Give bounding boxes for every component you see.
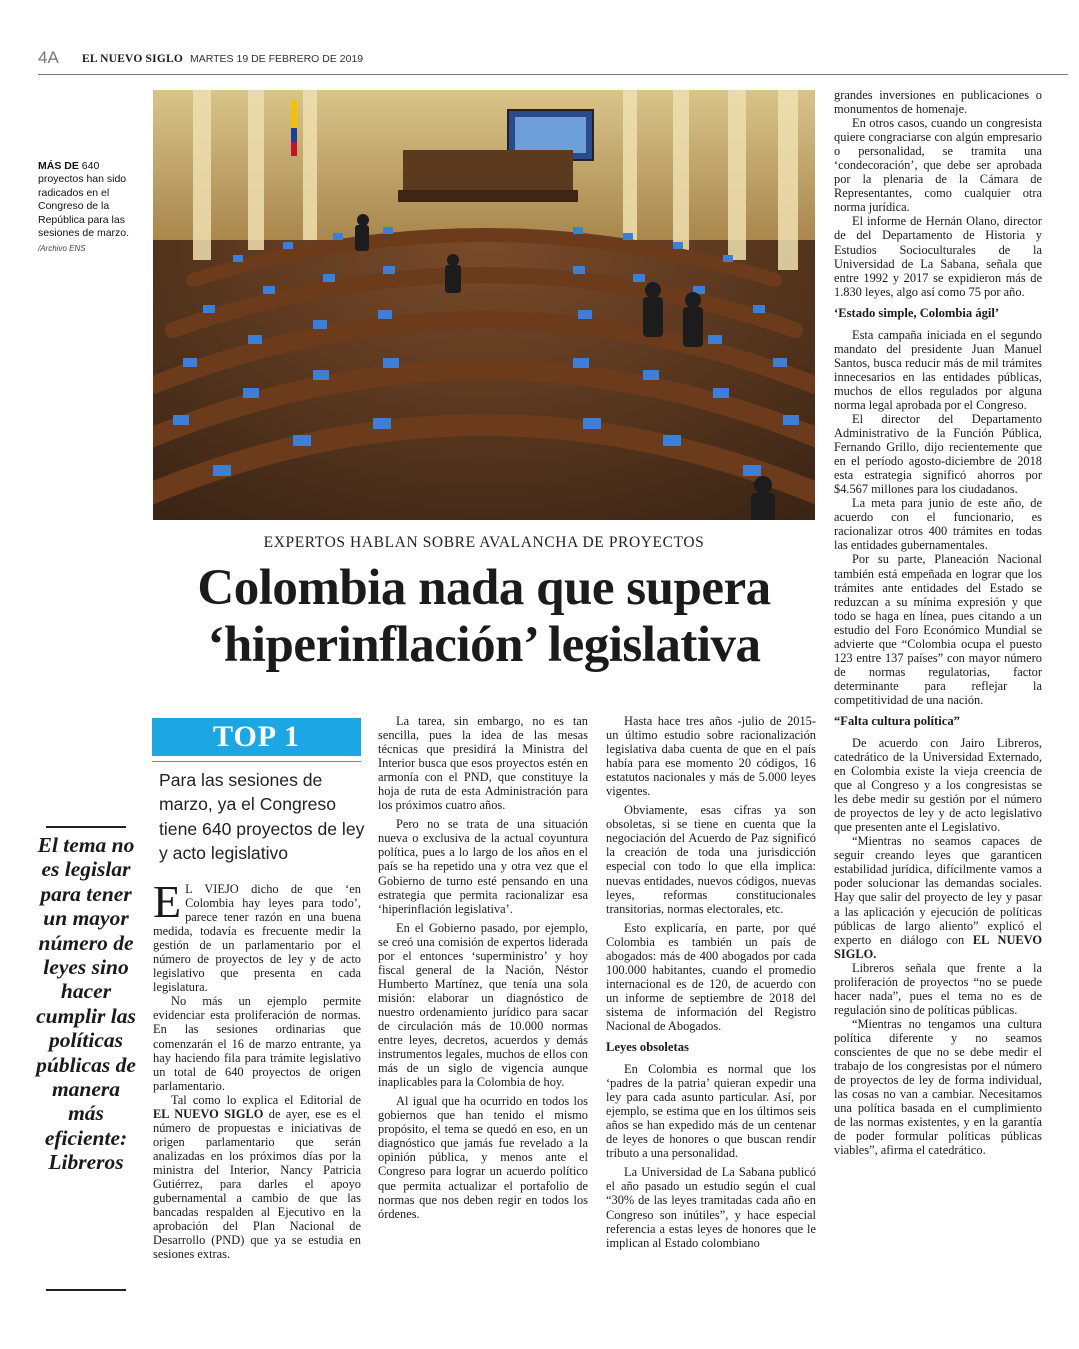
top-badge-rule bbox=[152, 761, 361, 762]
paragraph: En Colombia es normal que los ‘padres de la patria’ quieran expedir una ley para cada asunto particular. Así, por ejemplo, se estima que en los últimos seis años se han expedido más de un centenar de leyes de honores o que buscan rendir tributo a una personalidad. bbox=[606, 1062, 816, 1161]
caption-lead: MÁS DE bbox=[38, 160, 79, 172]
paragraph: En otros casos, cuando un congresista quiere congraciarse con algún empresario o personalidad, se tramita una ‘condecoración’, que debe ser aprobada por la plenaria de la Cámara de Representantes, como cualquier otra norma jurídica. bbox=[834, 116, 1042, 215]
congress-chamber-photo bbox=[153, 90, 815, 520]
headline-line-1: Colombia nada que supera bbox=[197, 560, 771, 616]
paragraph: Esta campaña iniciada en el segundo mandato del presidente Juan Manuel Santos, busca reducir más de mil trámites innecesarios en las entidades públicas, muchos de ellos regulados por alguna norma legal aprobada por el Congreso. bbox=[834, 327, 1042, 412]
top-badge: TOP 1 bbox=[152, 718, 361, 756]
paragraph: En el Gobierno pasado, por ejemplo, se creó una comisión de expertos liderada por el entonces ‘superministro’ y hoy fiscal general de la Nación, Néstor Humberto Martínez, que tenía una sola misión: elaborar un diagnóstico de nuestro ordenamiento jurídico para sacar de circulación más de 10.000 normas entre leyes, decretos, acuerdos y demás instrumentos legales, muchos de ellos con más de un siglo de vigencia aunque inaplicables para la Colombia de hoy. bbox=[378, 920, 588, 1090]
publication-date: MARTES 19 DE FEBRERO DE 2019 bbox=[190, 53, 364, 65]
photo-credit: /Archivo ENS bbox=[38, 244, 86, 254]
paragraph: grandes inversiones en publicaciones o monumentos de homenaje. bbox=[834, 88, 1042, 117]
paragraph bbox=[153, 876, 361, 995]
publication-name: EL NUEVO SIGLO bbox=[82, 53, 183, 65]
headline-line-2: ‘hiperinflación’ legislativa bbox=[207, 617, 761, 673]
page-number: 4A bbox=[38, 48, 59, 67]
article-column-1 bbox=[153, 876, 361, 1262]
photo-caption bbox=[38, 160, 146, 256]
paragraph: Por su parte, Planeación Nacional también está empeñada en lograr que los trámites ante entidades del Estado se reduzcan a su mínima expresión y que todo se haga en línea, pues citando a un estudio del Foro Económico Mundial se advierte que “Colombia ocupa el puesto 123 entre 137 países” con mayor número de normas regulatorias, factor determinante para reflejar la competitividad de una nación. bbox=[834, 552, 1042, 707]
lead-summary: Para las sesiones de marzo, ya el Congreso tiene 640 proyectos de ley y acto legislativo bbox=[159, 770, 365, 864]
page-header bbox=[38, 46, 1068, 75]
kicker: EXPERTOS HABLAN SOBRE AVALANCHA DE PROYECTOS bbox=[263, 534, 705, 551]
paragraph: Esto explicaría, en parte, por qué Colombia es también un país de abogados: más de 400 abogados por cada 100.000 habitantes, cuando el promedio internacional es de 120, de acuerdo con un informe de septiembre de 2018 del sistema de información del Registro Nacional de Abogados. bbox=[606, 920, 816, 1033]
paragraph: Libreros señala que frente a la proliferación de proyectos “no se puede hacer nada”, pues el tema no es de regulación sino de políticas públicas. bbox=[834, 960, 1042, 1017]
subhead: ‘Estado simple, Colombia ágil’ bbox=[834, 305, 1000, 320]
paragraph: No más un ejemplo permite evidenciar esta proliferación de normas. En las sesiones ordinarias que comenzarán el 16 de marzo entrante, ya hay haciendo fila para trámite legislativo un total de 640 proyectos de origen parlamentario. bbox=[153, 994, 361, 1093]
paragraph: La tarea, sin embargo, no es tan sencilla, pues la idea de las mesas técnicas que presidirá la Ministra del Interior busca que esos proyectos estén en armonía con el PND, que constituye la hoja de ruta de esta Administración para los próximos cuatro años. bbox=[378, 714, 588, 813]
subhead: “Falta cultura política” bbox=[834, 713, 960, 728]
paragraph bbox=[834, 834, 1042, 960]
caption-text: 640 proyectos han sido radicados en el Congreso de la República para las sesiones de marzo. bbox=[38, 160, 130, 240]
paragraph: De acuerdo con Jairo Libreros, catedrático de la Universidad Externado, en Colombia existe la vieja creencia de que al Congreso y a los congresistas se les debe medir su gestión por el número de proyectos de ley y de acto legislativo que presenten ante el Legislativo. bbox=[834, 735, 1042, 835]
article-column-4 bbox=[834, 88, 1042, 1157]
pull-quote-rule-bottom bbox=[46, 1289, 126, 1291]
paragraph: Obviamente, esas cifras ya son obsoletas, si se tiene en cuenta que la negociación del Acuerdo de Paz significó la creación de toda una jurisdicción especial con todo lo que ella implica: nuevas entidades, nuevos códigos, nuevas leyes, reformas constitucionales transitorias, normas electorales, etc. bbox=[606, 803, 816, 916]
paragraph-text: de ayer, ese es el número de propuestas e iniciativas de origen parlamentario que serán analizadas en los próximos días por la ministra del Interior, Nancy Patricia Gutiérrez, para darles el apoyo gubernamental a cambio de que las bancadas respalden al Ejecutivo en la aprobación del Plan Nacional de Desarrollo (PND) que ya se estudia en sesiones extras. bbox=[153, 1106, 361, 1262]
paragraph-text: L VIEJO dicho de que ‘en Colombia hay leyes para todo’, parece tener razón en una buena medida, todavía es frecuente medir la gestión de un parlamentario por el número de proyectos de ley y de acto legislativo que presenta en cada legislatura. bbox=[153, 882, 361, 995]
article-column-2 bbox=[378, 714, 588, 1221]
paragraph: Pero no se trata de una situación nueva o exclusiva de la actual coyuntura política, pues a lo largo de los años en el país se ha repetido una y otra vez que el Gobierno de turno esté pensando en una estrategia que permita racionalizar esa ‘hiperinflación legislativa’. bbox=[378, 817, 588, 916]
publication-mention: EL NUEVO SIGLO. bbox=[834, 932, 1042, 961]
paragraph: Hasta hace tres años -julio de 2015- un último estudio sobre racionalización legislativa daba cuenta de que en el país había para ese momento 20 códigos, 16 estatutos nacionales y más de 5.000 leyes vigentes. bbox=[606, 714, 816, 799]
paragraph-text: “Mientras no seamos capaces de seguir creando leyes que garanticen estabilidad jurídica, difícilmente vamos a poder solucionar las demandas sociales. Hay que salir del proyecto de ley y pasar a las aplicación y ejecución de políticas públicas de largo aliento” explicó el experto en diálogo con bbox=[834, 834, 1042, 947]
drop-cap: E bbox=[153, 876, 182, 927]
paragraph: El director del Departamento Administrativo de la Función Pública, Fernando Grillo, dijo recientemente que en el período agosto-diciembre de 2018 esta estrategia significó ahorros por $4.567 millones para los ciudadanos. bbox=[834, 411, 1042, 497]
paragraph: El informe de Hernán Olano, director de del Departamento de Historia y Estudios Socioculturales de la Universidad de La Sabana, señala que entre 1992 y 2017 se expidieron más de 1.830 leyes, algo así como 75 por año. bbox=[834, 214, 1042, 299]
subhead: Leyes obsoletas bbox=[606, 1040, 689, 1055]
paragraph-text: Tal como lo explica el Editorial de bbox=[171, 1092, 361, 1107]
publication-mention: EL NUEVO SIGLO bbox=[153, 1106, 264, 1121]
article-column-3 bbox=[606, 714, 816, 1250]
pull-quote-rule-top bbox=[46, 826, 126, 828]
paragraph: La meta para junio de este año, de acuerdo con el funcionario, es racionalizar otros 400 trámites en todas las entidades gubernamentales. bbox=[834, 496, 1042, 553]
paragraph: “Mientras no tengamos una cultura política diferente y no seamos conscientes de que no se debe medir el trabajo de los congresistas por el número de proyectos de ley de forma individual, las cosas no van a cambiar. Necesitamos una política basada en el cumplimiento de las normas existentes, y en la garantía de poder formular políticas públicas viables”, afirma el catedrático. bbox=[834, 1016, 1042, 1158]
paragraph bbox=[153, 1093, 361, 1262]
headline bbox=[153, 560, 815, 674]
pull-quote: El tema no es legislar para tener un mayor número de leyes sino hacer cumplir las políticas públicas de manera más eficiente: Libreros bbox=[36, 833, 136, 1175]
paragraph: Al igual que ha ocurrido en todos los gobiernos que han tenido el mismo propósito, el tema se quedó en eso, en un diagnóstico que jamás fue revelado a la opinión pública, y menos ante el Congreso para lograr un acuerdo político que permita actualizar el portafolio de normas que nos deben regir en todos los órdenes. bbox=[378, 1094, 588, 1221]
paragraph: La Universidad de La Sabana publicó el año pasado un estudio según el cual “30% de las leyes tramitadas cada año en Congreso son inútiles”, y hace especial referencia a estas leyes de honores que le implican al Estado colombiano bbox=[606, 1165, 816, 1250]
